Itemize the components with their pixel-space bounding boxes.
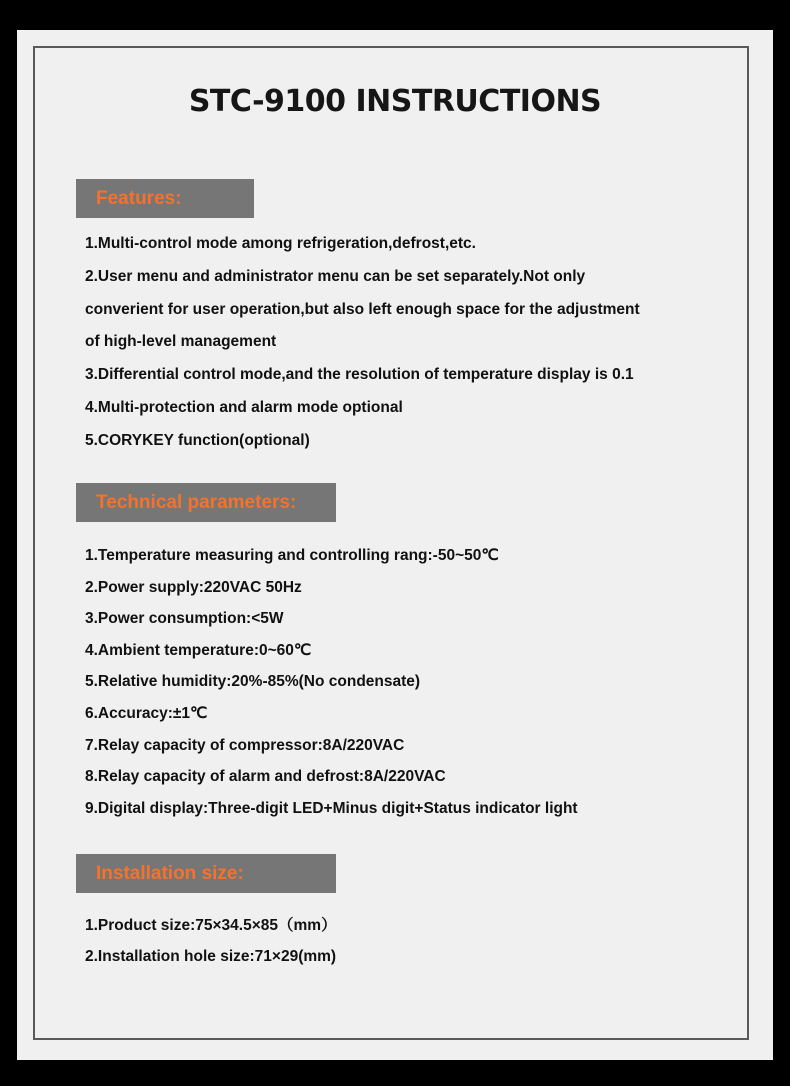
technical-parameter-line: 6.Accuracy:±1℃ — [85, 704, 208, 722]
technical-parameters-list — [85, 540, 578, 824]
features-line: 2.User menu and administrator menu can be set separately.Not only — [85, 267, 586, 285]
technical-parameter-line: 5.Relative humidity:20%-85%(No condensate) — [85, 673, 421, 691]
technical-parameter-line: 3.Power consumption:<5W — [85, 610, 284, 628]
features-line: converient for user operation,but also left enough space for the adjustment — [85, 300, 640, 318]
technical-parameter-line: 8.Relay capacity of alarm and defrost:8A/220VAC — [85, 768, 446, 786]
technical-parameters-heading: Technical parameters: — [76, 483, 336, 522]
technical-parameter-line: 9.Digital display:Three-digit LED+Minus digit+Status indicator light — [85, 799, 578, 817]
installation-size-line: 1.Product size:75×34.5×85（mm） — [85, 917, 337, 934]
technical-parameter-line: 1.Temperature measuring and controlling rang:-50~50℃ — [85, 547, 499, 564]
installation-size-heading: Installation size: — [76, 854, 336, 893]
features-list — [85, 228, 640, 458]
installation-size-line: 2.Installation hole size:71×29(mm) — [85, 948, 337, 965]
technical-parameter-line: 4.Ambient temperature:0~60℃ — [85, 641, 312, 659]
features-line: 4.Multi-protection and alarm mode optional — [85, 398, 403, 416]
installation-size-list — [85, 910, 337, 972]
features-line: of high-level management — [85, 333, 277, 351]
instruction-sheet — [17, 30, 773, 1060]
features-line: 5.CORYKEY function(optional) — [85, 431, 310, 449]
technical-parameter-line: 2.Power supply:220VAC 50Hz — [85, 578, 302, 596]
features-line: 1.Multi-control mode among refrigeration,defrost,etc. — [85, 235, 476, 252]
features-line: 3.Differential control mode,and the resolution of temperature display is 0.1 — [85, 366, 634, 384]
page-title: STC-9100 INSTRUCTIONS — [188, 84, 602, 119]
features-heading: Features: — [76, 179, 254, 218]
technical-parameter-line: 7.Relay capacity of compressor:8A/220VAC — [85, 736, 405, 754]
